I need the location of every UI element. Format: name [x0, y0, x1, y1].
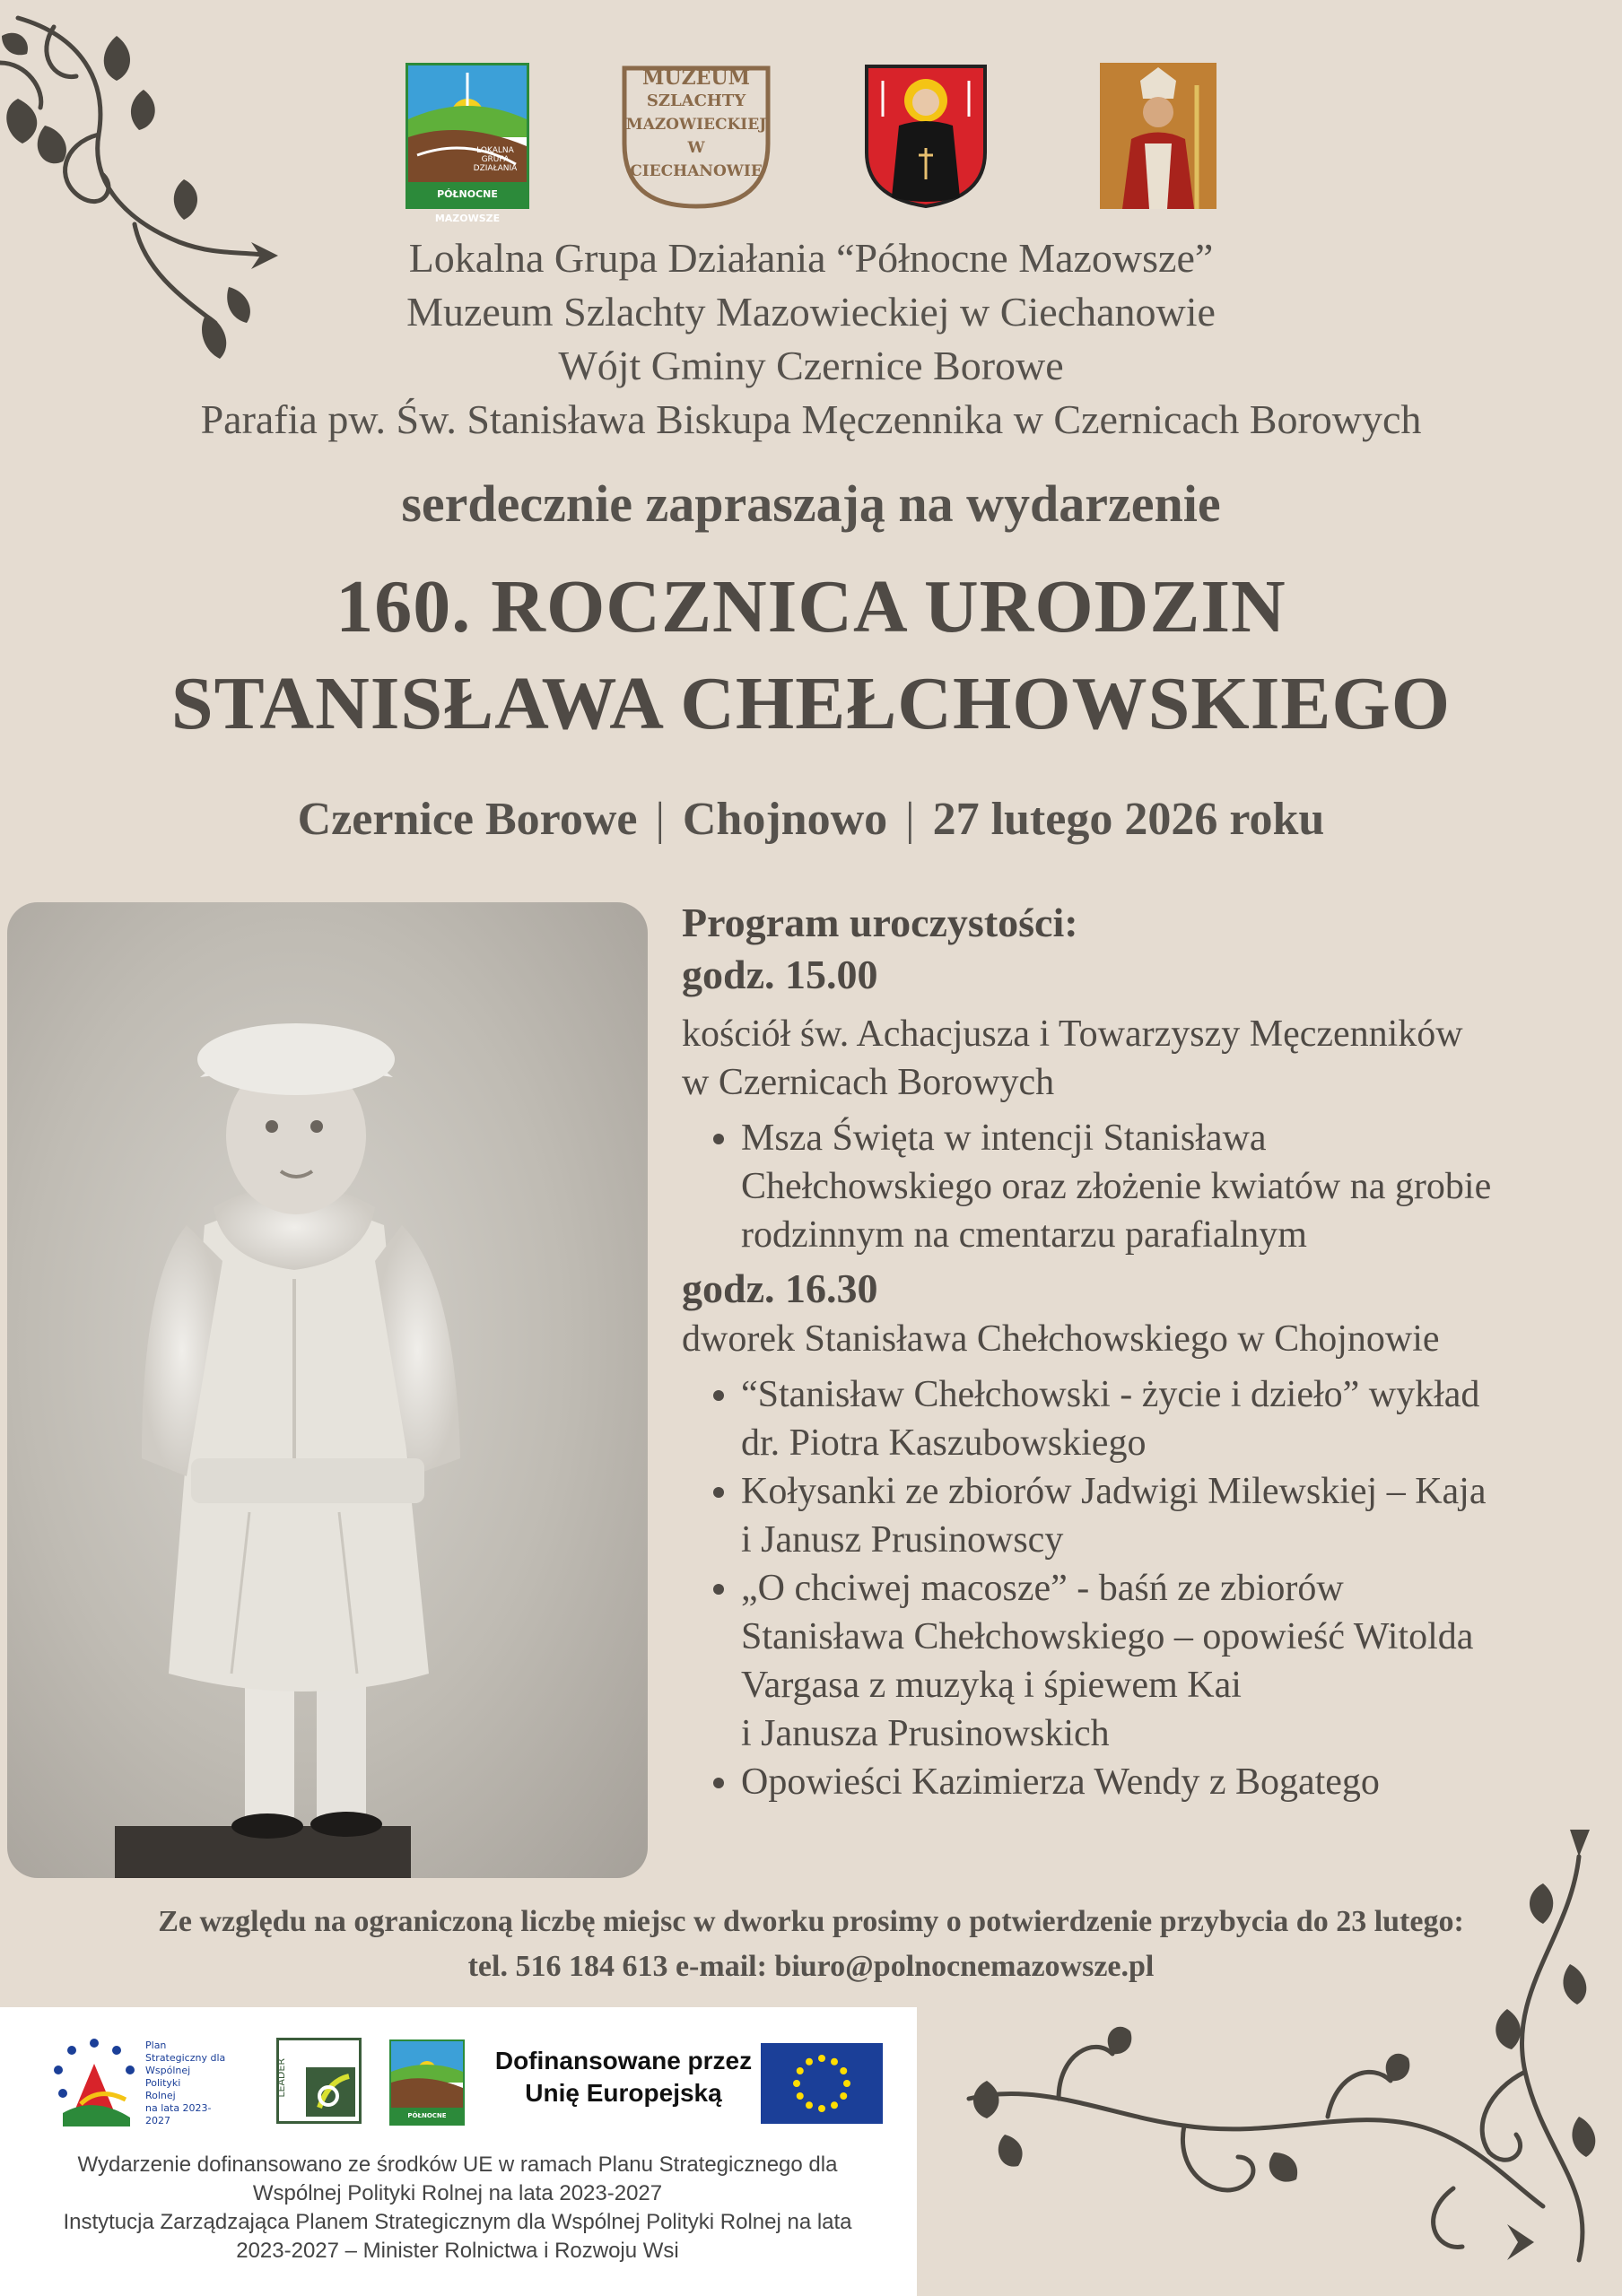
- list-item: [741, 1758, 1615, 1806]
- headline-line2: STANISŁAWA CHEŁCHOWSKIEGO: [170, 662, 1452, 745]
- lgd-small-logo: [389, 2039, 465, 2135]
- funding-disclaimer-line: 2023-2027 – Minister Rolnictwa i Rozwoju Wsi: [236, 2239, 679, 2263]
- ps-logo-line4: Polityki: [145, 2077, 181, 2089]
- invite-text: serdecznie zapraszają na wydarzenie: [401, 474, 1221, 533]
- leader-logo-text: LEADER: [275, 2058, 287, 2098]
- organizer-line: Wójt Gminy Czernice Borowe: [558, 343, 1064, 388]
- ps-logo-line2: Strategiczny dla: [145, 2052, 226, 2064]
- funding-disclaimer-line: Instytucja Zarządzająca Planem Strategicznym dla Wspólnej Polityki Rolnej na lata: [63, 2210, 852, 2234]
- rsvp-contact-line: tel. 516 184 613 e-mail: biuro@polnocnemazowsze.pl: [467, 1950, 1155, 1983]
- program-time-1: godz. 15.00: [682, 952, 878, 997]
- program-title: Program uroczystości:: [682, 900, 1078, 945]
- eu-star-icon: [806, 2058, 813, 2066]
- eu-funding-label: [489, 2045, 758, 2109]
- place-czernice: Czernice Borowe: [297, 794, 638, 845]
- list-item-line: i Janusz Prusinowscy: [741, 1519, 1064, 1561]
- list-item-line: Msza Święta w intencji Stanisława: [741, 1118, 1267, 1159]
- ps-logo-line6: na lata 2023-2027: [145, 2102, 212, 2126]
- muzeum-logo-line1: MUZEUM: [642, 66, 750, 90]
- lgd-logo-line1: LOKALNA: [476, 146, 514, 155]
- muzeum-logo-line2: SZLACHTY: [646, 91, 746, 110]
- plan-strategiczny-logo: [45, 2032, 233, 2131]
- headline-line1: 160. ROCZNICA URODZIN: [336, 565, 1286, 648]
- ps-logo-line1: Plan: [145, 2039, 167, 2051]
- list-item-line: “Stanisław Chełchowski - życie i dzieło” wykład: [741, 1374, 1480, 1415]
- eu-flag-icon: [761, 2043, 883, 2124]
- list-item-line: Opowieści Kazimierza Wendy z Bogatego: [741, 1761, 1380, 1803]
- muzeum-logo-line3: MAZOWIECKIEJ: [625, 116, 767, 134]
- list-item-line: rodzinnym na cmentarzu parafialnym: [741, 1214, 1307, 1256]
- program-list-1: [682, 1114, 1615, 1259]
- list-item: [741, 1370, 1615, 1467]
- program-list-2: [682, 1370, 1615, 1806]
- list-item-line: Chełchowskiego oraz złożenie kwiatów na grobie: [741, 1166, 1492, 1207]
- st-stanislaw-icon: [1100, 63, 1216, 209]
- program-place-1-line2: w Czernicach Borowych: [682, 1062, 1055, 1103]
- separator: |: [905, 794, 915, 845]
- program-time-2: godz. 16.30: [682, 1265, 878, 1311]
- organizer-line: Muzeum Szlachty Mazowieckiej w Ciechanowie: [406, 289, 1216, 335]
- lgd-small-logo-footer: PÓŁNOCNE MAZOWSZE: [391, 2108, 463, 2124]
- lgd-logo-line3: DZIAŁANIA: [473, 164, 518, 173]
- czernice-borowe-coat-of-arms: [863, 63, 989, 209]
- list-item: [741, 1114, 1615, 1259]
- lgd-logo-footer: PÓŁNOCNE MAZOWSZE: [408, 182, 527, 206]
- event-date: 27 lutego 2026 roku: [932, 794, 1325, 845]
- eu-star-icon: [843, 2080, 850, 2087]
- muzeum-logo-line4: W: [687, 139, 705, 157]
- eu-star-icon: [831, 2101, 838, 2109]
- eu-star-icon: [818, 2055, 825, 2062]
- list-item-line: i Janusza Prusinowskich: [741, 1713, 1110, 1754]
- list-item: [741, 1564, 1615, 1758]
- program-place-2: dworek Stanisława Chełchowskiego w Chojnowie: [682, 1318, 1440, 1360]
- place-chojnowo: Chojnowo: [682, 794, 888, 845]
- eu-star-icon: [797, 2092, 804, 2100]
- funding-disclaimer-line: Wydarzenie dofinansowano ze środków UE w ramach Planu Strategicznego dla: [77, 2152, 838, 2177]
- list-item-line: Kołysanki ze zbiorów Jadwigi Milewskiej – Kaja: [741, 1471, 1487, 1512]
- lgd-logo-line2: GRUPA: [481, 155, 510, 164]
- list-item-line: „O chciwej macosze” - baśń ze zbiorów: [741, 1568, 1344, 1609]
- separator: |: [655, 794, 665, 845]
- lgd-polnocne-mazowsze-logo: [406, 63, 529, 224]
- list-item-line: dr. Piotra Kaszubowskiego: [741, 1422, 1147, 1464]
- eu-star-icon: [818, 2105, 825, 2112]
- program-place-1: kościół św. Achacjusza i Towarzyszy Męczenników: [682, 1013, 1463, 1055]
- list-item: [741, 1467, 1615, 1564]
- rsvp-notice-line1: Ze względu na ograniczoną liczbę miejsc w dworku prosimy o potwierdzenie przybycia do 23 lutego:: [158, 1905, 1464, 1938]
- eu-star-icon: [797, 2067, 804, 2074]
- eu-star-icon: [793, 2080, 800, 2087]
- vintage-child-photo: [7, 902, 648, 1878]
- list-item-line: Stanisława Chełchowskiego – opowieść Witolda: [741, 1616, 1474, 1657]
- funding-disclaimer-line: Wspólnej Polityki Rolnej na lata 2023-2027: [252, 2181, 663, 2205]
- muzeum-logo-line5: CIECHANOWIE: [630, 162, 763, 180]
- ps-logo-line3: Wspólnej: [145, 2065, 191, 2076]
- funding-panel: [0, 2007, 917, 2296]
- list-item-line: Vargasa z muzyką i śpiewem Kai: [741, 1665, 1242, 1706]
- eu-star-icon: [840, 2067, 847, 2074]
- eu-funding-line1: Dofinansowane przez: [494, 2047, 753, 2074]
- eu-star-icon: [806, 2101, 813, 2109]
- organizer-line: Parafia pw. Św. Stanisława Biskupa Męczennika w Czernicach Borowych: [200, 396, 1422, 442]
- funding-disclaimer: [27, 2151, 888, 2266]
- place-date-row: [0, 793, 1622, 846]
- leader-logo: [276, 2038, 362, 2124]
- muzeum-szlachty-logo: [619, 63, 773, 209]
- floral-ornament-icon: [951, 1830, 1622, 2296]
- organizer-line: Lokalna Grupa Działania “Północne Mazowsze”: [408, 235, 1214, 281]
- ps-logo-line5: Rolnej: [145, 2090, 176, 2101]
- eu-funding-line2: Unię Europejską: [525, 2079, 722, 2107]
- event-program: [682, 897, 1615, 1810]
- eu-star-icon: [840, 2092, 847, 2100]
- eu-star-icon: [831, 2058, 838, 2066]
